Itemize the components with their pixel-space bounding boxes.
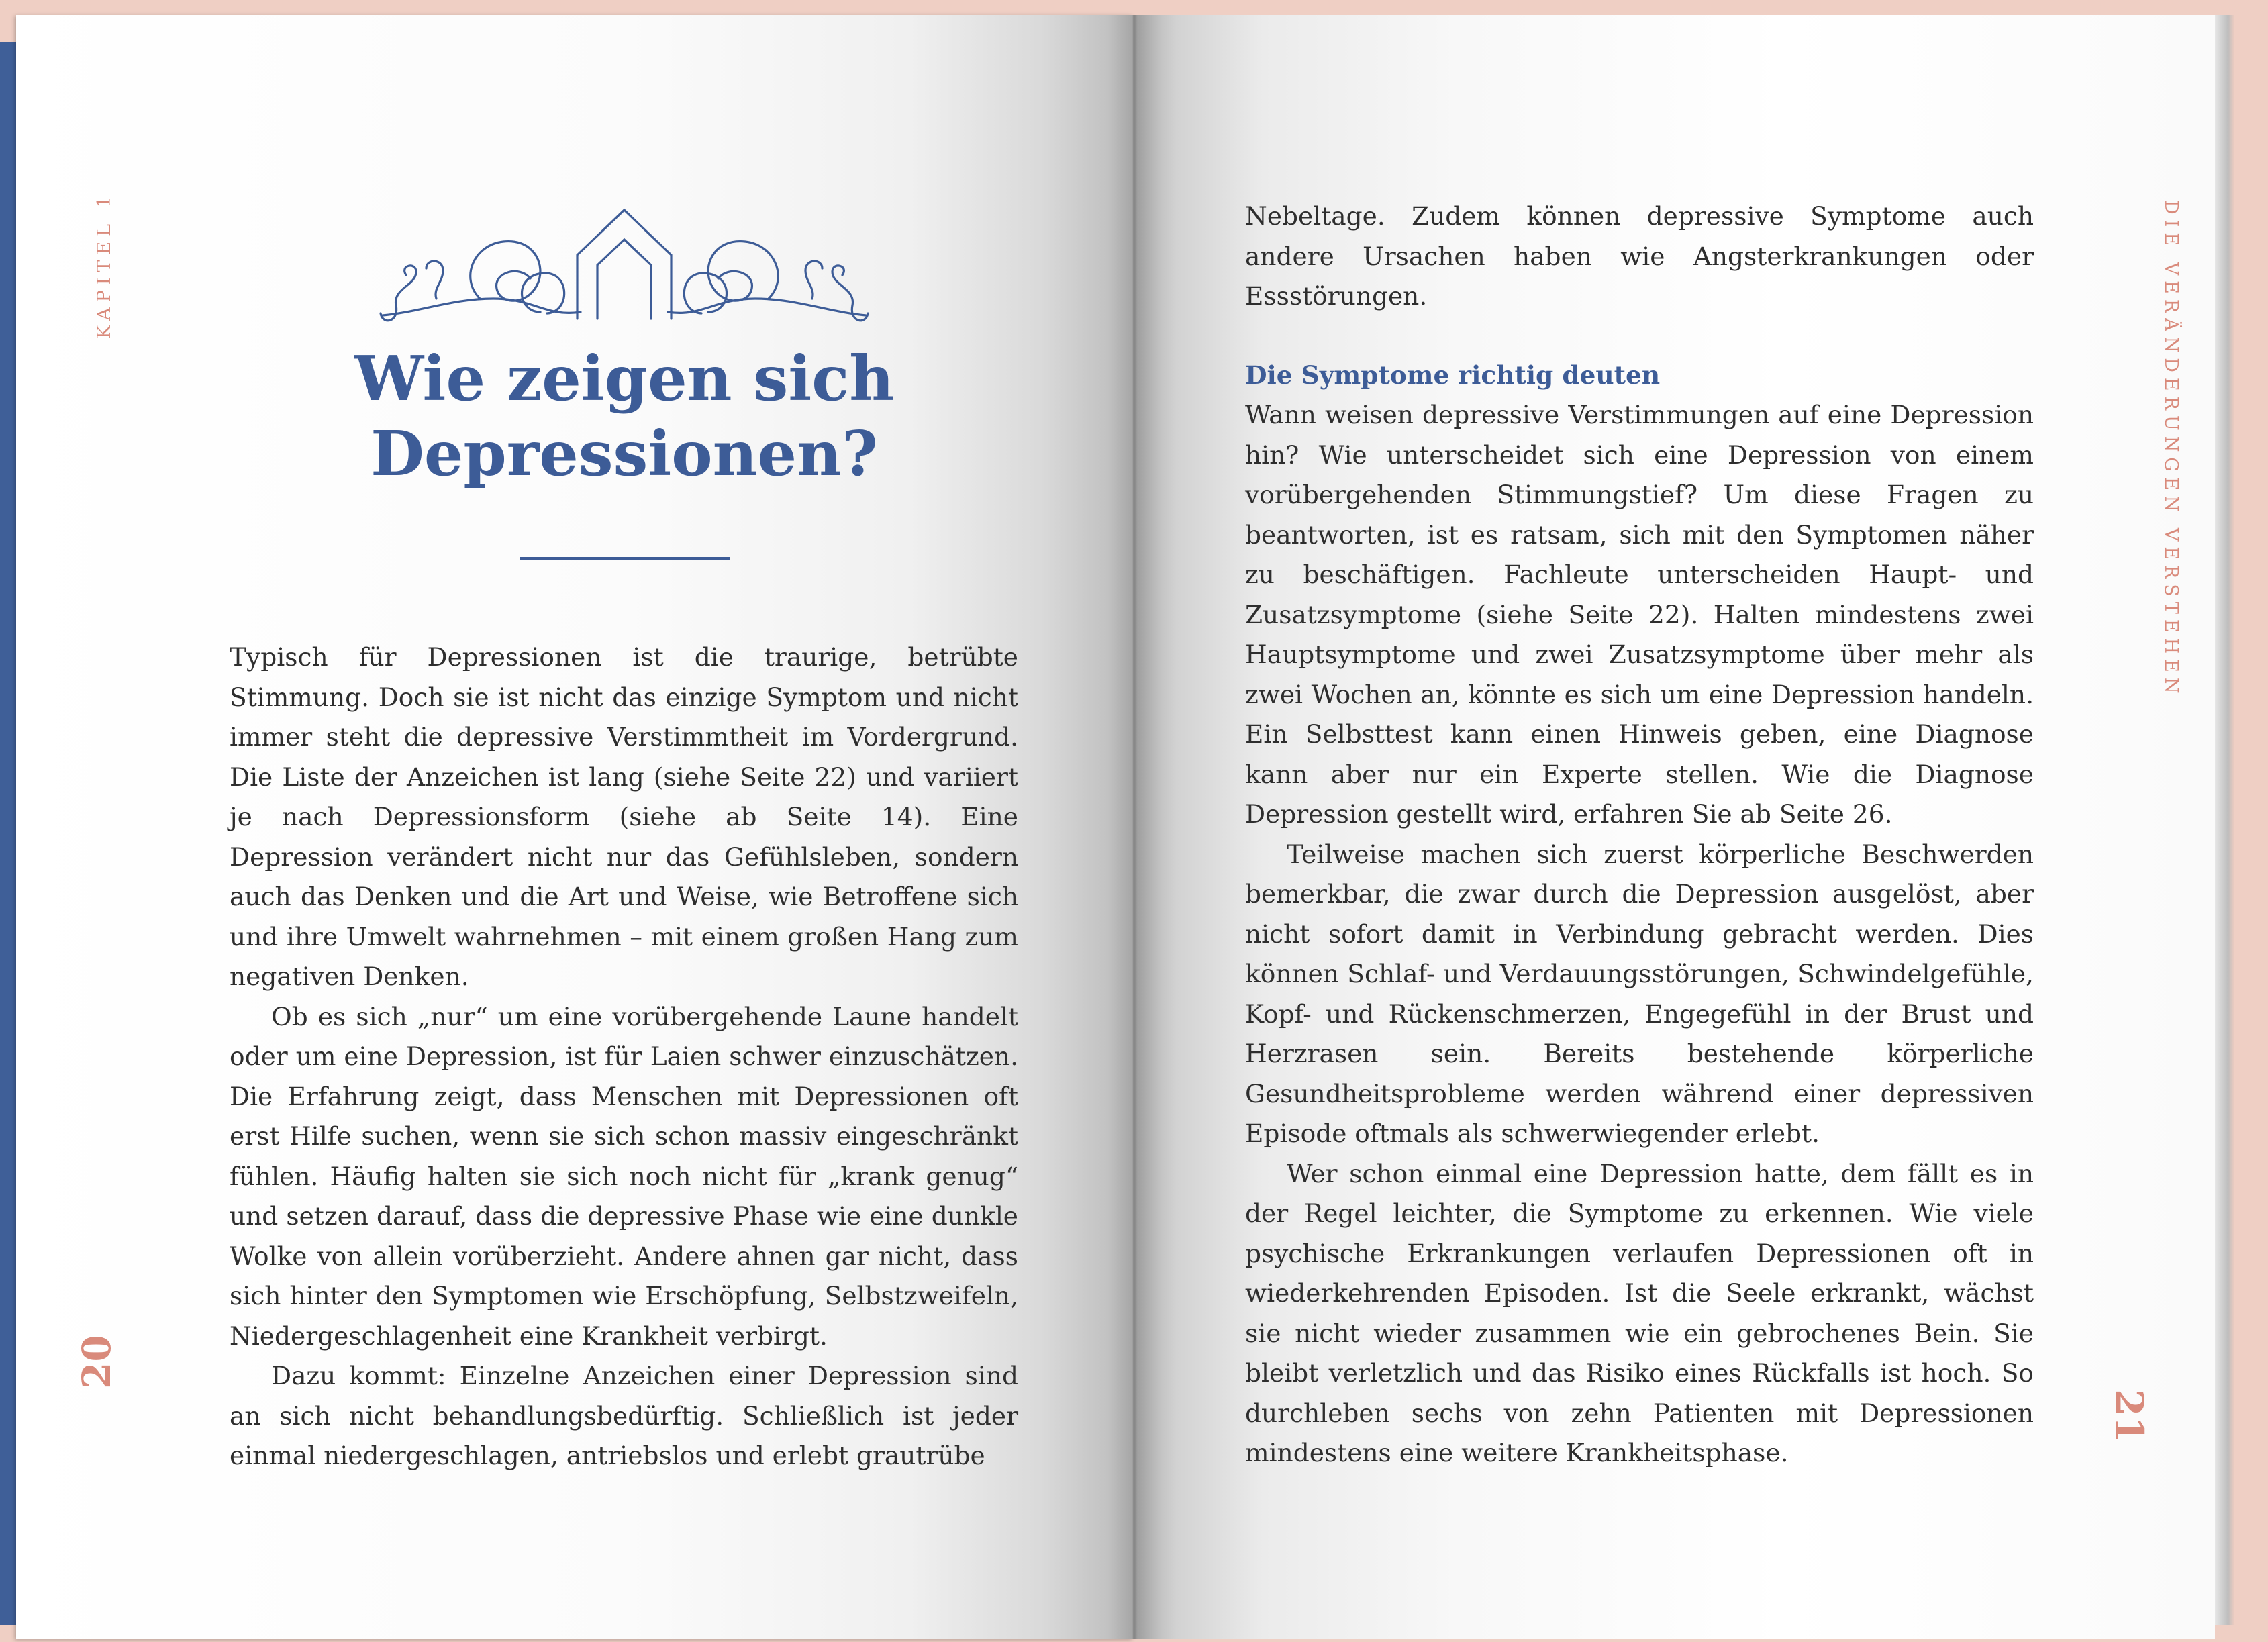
section-subheading: Die Symptome richtig deuten — [1245, 360, 1661, 390]
paragraph-continuation: Nebeltage. Zudem können depressive Symptome auch andere Ursachen haben wie Angsterkrankungen oder Essstörungen. — [1245, 201, 2034, 311]
spine-gutter — [1107, 15, 1161, 1639]
left-body-text — [230, 637, 1018, 1476]
title-divider — [520, 557, 730, 560]
page-number-left: 20 — [74, 1335, 119, 1389]
right-body-text — [1245, 197, 2034, 1474]
page-number-right: 21 — [2106, 1389, 2152, 1443]
paragraph: Ob es sich „nur“ um eine vorübergehende Laune handelt oder um eine Depression, ist für Laien schwer einzuschätzen. Die Erfahrung zeigt, dass Menschen mit Depressionen oft erst Hilfe suchen, wenn sie sich schon massiv eingeschränkt fühlen. Häufig halten sie sich noch nicht für „krank genug“ und setzen darauf, dass die depressive Phase wie eine dunkle Wolke von allein vorüberzieht. Andere ahnen gar nicht, dass sich hinter den Symptomen wie Erschöpfung, Selbstzweifeln, Niedergeschlagenheit eine Krankheit verbirgt. — [230, 1001, 1018, 1351]
paragraph: Wer schon einmal eine Depression hatte, dem fällt es in der Regel leichter, die Symptome zu erkennen. Wie viele psychische Erkrankungen verlaufen Depressionen oft in wiederkehrenden Episoden. Ist die Seele erkrankt, wächst sie nicht wieder zusammen wie ein gebrochenes Bein. Sie bleibt verletzlich und das Risiko eines Rückfalls ist hoch. So durchleben sechs von zehn Patienten mit Depressionen mindestens eine weitere Krankheitsphase. — [1245, 1158, 2034, 1468]
chapter-title-line-1: Wie zeigen sich — [354, 342, 895, 415]
chapter-title — [322, 341, 926, 491]
paragraph: Teilweise machen sich zuerst körperliche Beschwerden bemerkbar, die zwar durch die Depression ausgelöst, aber nicht sofort damit in Verbindung gebracht werden. Dies können Schlaf- und Verdauungsstörungen, Schwindelgefühle, Kopf- und Rückenschmerzen, Engegefühl in der Brust und Herzrasen sein. Bereits bestehende körperliche Gesundheitsprobleme werden während einer depressiven Episode oftmals als schwerwiegender erlebt. — [1245, 839, 2034, 1148]
paragraph: Wann weisen depressive Verstimmungen auf eine Depression hin? Wie unterscheidet sich eine Depression von einem vorübergehenden Stimmungstief? Um diese Fragen zu beantworten, ist es ratsam, sich mit den Symptomen näher zu beschäftigen. Fachleute unterscheiden Haupt- und Zusatzsymptome (siehe Seite 22). Halten mindestens zwei Hauptsymptome und zwei Zusatzsymptome über mehr als zwei Wochen an, könnte es sich um eine Depression handeln. Ein Selbsttest kann einen Hinweis geben, eine Diagnose kann aber nur ein Experte stellen. Wie die Diagnose Depression gestellt wird, erfahren Sie ab Seite 26. — [1245, 400, 2034, 829]
running-head-left: KAPITEL 1 — [94, 191, 115, 339]
chapter-title-line-2: Depressionen? — [371, 417, 878, 490]
running-head-right: DIE VERÄNDERUNGEN VERSTEHEN — [2161, 200, 2181, 699]
paragraph: Typisch für Depressionen ist die traurige, betrübte Stimmung. Doch sie ist nicht das einzige Symptom und nicht immer steht die depressive Verstimmtheit im Vordergrund. Die Liste der Anzeichen ist lang (siehe Seite 22) und variiert je nach Depressionsform (siehe ab Seite 14). Eine Depression verändert nicht nur das Gefühlsleben, sondern auch das Denken und die Art und Weise, wie Betroffene sich und ihre Umwelt wahrnehmen – mit einem großen Hang zum negativen Denken. — [230, 642, 1018, 991]
house-swirl-ornament-icon — [379, 198, 869, 325]
paragraph: Dazu kommt: Einzelne Anzeichen einer Depression sind an sich nicht behandlungsbedürftig. Schließlich ist jeder einmal niedergeschlagen, antriebslos und erlebt grautrübe — [230, 1361, 1018, 1470]
page-block-edge — [2215, 15, 2234, 1625]
